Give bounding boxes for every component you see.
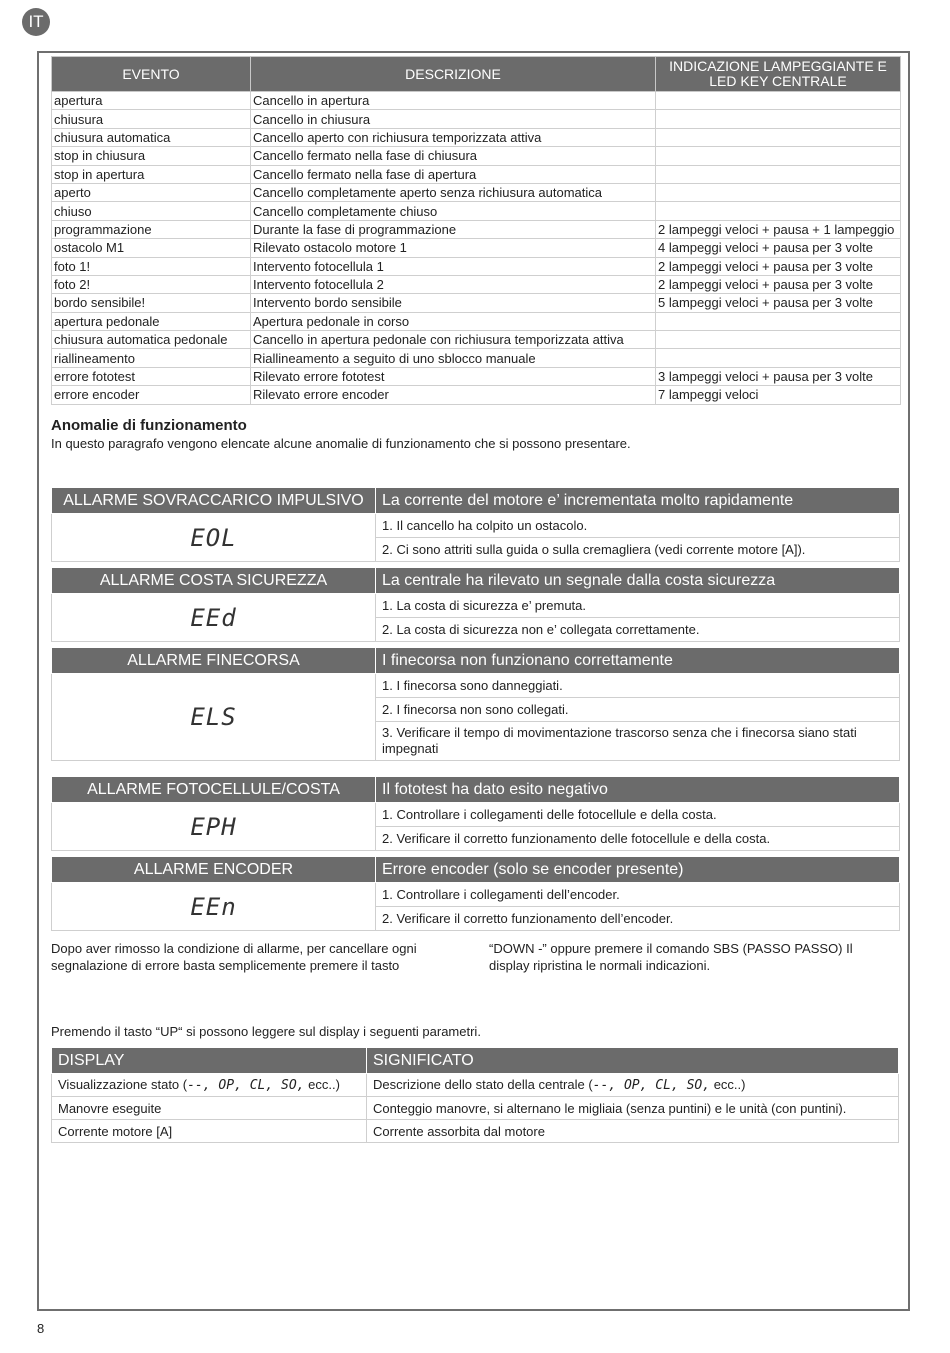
spacer-cell: [52, 761, 376, 770]
alarm-header-row: [52, 488, 900, 514]
events-header-row: [52, 57, 901, 92]
display-cell: [52, 1074, 367, 1097]
event-cell: apertura pedonale: [52, 312, 251, 330]
alarm-block: [51, 647, 900, 769]
description-cell: Riallineamento a seguito di uno sblocco manuale: [251, 349, 656, 367]
alarm-name: ALLARME SOVRACCARICO IMPULSIVO: [52, 488, 376, 514]
alarm-spacer: [52, 761, 900, 770]
event-cell: errore fototest: [52, 367, 251, 385]
alarm-title: I finecorsa non funzionano correttamente: [376, 648, 900, 674]
alarm-cause-row: [52, 803, 900, 827]
description-cell: Cancello in chiusura: [251, 110, 656, 128]
meaning-codes: --, OP, CL, SO,: [592, 1078, 711, 1093]
table-row: [52, 147, 901, 165]
table-row: [52, 165, 901, 183]
description-cell: Intervento fotocellula 2: [251, 275, 656, 293]
alarm-code-display: [52, 883, 376, 931]
meaning-suffix: ecc..): [710, 1077, 746, 1092]
event-cell: apertura: [52, 92, 251, 110]
indication-cell: 4 lampeggi veloci + pausa per 3 volte: [656, 239, 901, 257]
alarm-cause-row: [52, 674, 900, 698]
alarm-cause-row: [52, 514, 900, 538]
description-cell: Apertura pedonale in corso: [251, 312, 656, 330]
page-number: 8: [37, 1321, 45, 1336]
event-cell: stop in chiusura: [52, 147, 251, 165]
alarm-cause-row: [52, 594, 900, 618]
alarm-block: [51, 567, 900, 650]
meaning-text: Descrizione dello stato della centrale (: [373, 1077, 593, 1092]
alarm-cause: 1. Controllare i collegamenti delle fotocellule e della costa.: [376, 803, 900, 827]
alarm-code: EPH: [190, 812, 237, 841]
table-row: [52, 202, 901, 220]
description-cell: Intervento fotocellula 1: [251, 257, 656, 275]
alarm-cause: 2. Verificare il corretto funzionamento dell’encoder.: [376, 907, 900, 931]
alarm-cause: 1. I finecorsa sono danneggiati.: [376, 674, 900, 698]
description-cell: Cancello completamente chiuso: [251, 202, 656, 220]
table-row: [52, 386, 901, 404]
event-cell: foto 2!: [52, 275, 251, 293]
alarm-cause: 2. Ci sono attriti sulla guida o sulla cremagliera (vedi corrente motore [A]).: [376, 538, 900, 562]
table-row: [52, 1074, 899, 1097]
alarm-title: La corrente del motore e’ incrementata molto rapidamente: [376, 488, 900, 514]
spacer-cell: [376, 931, 900, 940]
alarm-cause: 3. Verificare il tempo di movimentazione trascorso senza che i finecorsa siano stati impegnati: [376, 722, 900, 761]
table-row: [52, 220, 901, 238]
event-cell: stop in apertura: [52, 165, 251, 183]
description-cell: Intervento bordo sensibile: [251, 294, 656, 312]
table-row: [52, 275, 901, 293]
params-table: [51, 1047, 899, 1143]
meaning-cell: [367, 1120, 899, 1143]
section-intro: In questo paragrafo vengono elencate alcune anomalie di funzionamento che si possono presentare.: [51, 436, 631, 451]
indication-cell: [656, 183, 901, 201]
indication-cell: [656, 147, 901, 165]
alarm-code-display: [52, 514, 376, 562]
header-indicazione: INDICAZIONE LAMPEGGIANTE E LED KEY CENTRALE: [656, 57, 901, 92]
table-row: [52, 349, 901, 367]
description-cell: Cancello aperto con richiusura temporizzata attiva: [251, 128, 656, 146]
alarm-code: EOL: [190, 523, 237, 552]
description-cell: Rilevato errore encoder: [251, 386, 656, 404]
table-row: [52, 110, 901, 128]
event-cell: errore encoder: [52, 386, 251, 404]
table-row: [52, 312, 901, 330]
alarm-code-display: [52, 594, 376, 642]
alarm-cause: 1. La costa di sicurezza e’ premuta.: [376, 594, 900, 618]
event-cell: chiusura automatica: [52, 128, 251, 146]
display-text: Manovre eseguite: [58, 1100, 162, 1116]
alarm-title: Il fototest ha dato esito negativo: [376, 777, 900, 803]
table-row: [52, 331, 901, 349]
alarm-cause: 2. I finecorsa non sono collegati.: [376, 698, 900, 722]
alarm-code-display: [52, 803, 376, 851]
meaning-text: Conteggio manovre, si alternano le migliaia (senza puntini) e le unità (con puntini).: [373, 1100, 847, 1116]
meaning-cell: [367, 1074, 899, 1097]
table-row: [52, 128, 901, 146]
table-row: [52, 92, 901, 110]
table-row: [52, 294, 901, 312]
table-row: [52, 367, 901, 385]
indication-cell: [656, 165, 901, 183]
display-cell: [52, 1120, 367, 1143]
alarm-spacer: [52, 931, 900, 940]
params-intro: Premendo il tasto “UP“ si possono leggere sul display i seguenti parametri.: [51, 1024, 481, 1039]
meaning-text: Corrente assorbita dal motore: [373, 1123, 545, 1139]
alarm-block: [51, 487, 900, 570]
alarm-cause: 1. Controllare i collegamenti dell’encoder.: [376, 883, 900, 907]
indication-cell: 2 lampeggi veloci + pausa per 3 volte: [656, 275, 901, 293]
indication-cell: 7 lampeggi veloci: [656, 386, 901, 404]
alarm-block: [51, 776, 900, 859]
alarm-cause: 1. Il cancello ha colpito un ostacolo.: [376, 514, 900, 538]
indication-cell: 2 lampeggi veloci + pausa per 3 volte: [656, 257, 901, 275]
header-descrizione: DESCRIZIONE: [251, 57, 656, 92]
indication-cell: [656, 110, 901, 128]
reset-note-left: Dopo aver rimosso la condizione di allarme, per cancellare ogni segnalazione di errore basta semplicemente premere il tasto: [51, 941, 417, 973]
event-cell: aperto: [52, 183, 251, 201]
event-cell: chiusura automatica pedonale: [52, 331, 251, 349]
alarm-code: EEn: [190, 892, 237, 921]
indication-cell: [656, 92, 901, 110]
reset-note-right: “DOWN -” oppure premere il comando SBS (PASSO PASSO) Il display ripristina le normali indicazioni.: [489, 941, 853, 973]
event-cell: chiuso: [52, 202, 251, 220]
header-display: DISPLAY: [52, 1048, 367, 1074]
description-cell: Cancello in apertura pedonale con richiusura temporizzata attiva: [251, 331, 656, 349]
event-cell: bordo sensibile!: [52, 294, 251, 312]
table-row: [52, 257, 901, 275]
alarm-name: ALLARME FINECORSA: [52, 648, 376, 674]
indication-cell: [656, 312, 901, 330]
table-row: [52, 239, 901, 257]
alarm-header-row: [52, 648, 900, 674]
display-text: Corrente motore [A]: [58, 1123, 173, 1139]
events-table: [51, 56, 901, 405]
indication-cell: 3 lampeggi veloci + pausa per 3 volte: [656, 367, 901, 385]
display-suffix: ecc..): [304, 1077, 340, 1092]
alarm-code: ELS: [190, 703, 237, 731]
table-row: [52, 1120, 899, 1143]
params-header-row: [52, 1048, 899, 1074]
language-badge: IT: [22, 8, 50, 36]
alarm-cause-row: [52, 883, 900, 907]
description-cell: Rilevato errore fototest: [251, 367, 656, 385]
spacer-cell: [376, 761, 900, 770]
description-cell: Cancello completamente aperto senza richiusura automatica: [251, 183, 656, 201]
event-cell: chiusura: [52, 110, 251, 128]
indication-cell: 5 lampeggi veloci + pausa per 3 volte: [656, 294, 901, 312]
display-cell: [52, 1097, 367, 1120]
alarm-header-row: [52, 857, 900, 883]
event-cell: riallineamento: [52, 349, 251, 367]
display-codes: --, OP, CL, SO,: [187, 1078, 305, 1093]
alarm-cause: 2. Verificare il corretto funzionamento delle fotocellule e della costa.: [376, 827, 900, 851]
alarm-name: ALLARME COSTA SICUREZZA: [52, 568, 376, 594]
alarm-title: La centrale ha rilevato un segnale dalla costa sicurezza: [376, 568, 900, 594]
spacer-cell: [52, 931, 376, 940]
indication-cell: [656, 202, 901, 220]
description-cell: Cancello fermato nella fase di apertura: [251, 165, 656, 183]
description-cell: Durante la fase di programmazione: [251, 220, 656, 238]
display-text: Visualizzazione stato (: [58, 1077, 188, 1092]
alarm-cause: 2. La costa di sicurezza non e’ collegata correttamente.: [376, 618, 900, 642]
params-body: [52, 1074, 899, 1143]
alarm-title: Errore encoder (solo se encoder presente): [376, 857, 900, 883]
event-cell: ostacolo M1: [52, 239, 251, 257]
alarm-name: ALLARME FOTOCELLULE/COSTA: [52, 777, 376, 803]
table-row: [52, 183, 901, 201]
description-cell: Cancello fermato nella fase di chiusura: [251, 147, 656, 165]
description-cell: Rilevato ostacolo motore 1: [251, 239, 656, 257]
description-cell: Cancello in apertura: [251, 92, 656, 110]
indication-cell: [656, 331, 901, 349]
alarm-block: [51, 856, 900, 939]
section-title: Anomalie di funzionamento: [51, 417, 247, 434]
indication-cell: [656, 349, 901, 367]
alarm-header-row: [52, 777, 900, 803]
event-cell: foto 1!: [52, 257, 251, 275]
indication-cell: 2 lampeggi veloci + pausa + 1 lampeggio: [656, 220, 901, 238]
alarm-code-display: [52, 674, 376, 761]
alarm-name: ALLARME ENCODER: [52, 857, 376, 883]
event-cell: programmazione: [52, 220, 251, 238]
alarm-code: EEd: [190, 603, 237, 632]
table-row: [52, 1097, 899, 1120]
indication-cell: [656, 128, 901, 146]
events-body: [52, 92, 901, 405]
alarm-header-row: [52, 568, 900, 594]
header-significato: SIGNIFICATO: [367, 1048, 899, 1074]
meaning-cell: [367, 1097, 899, 1120]
header-evento: EVENTO: [52, 57, 251, 92]
